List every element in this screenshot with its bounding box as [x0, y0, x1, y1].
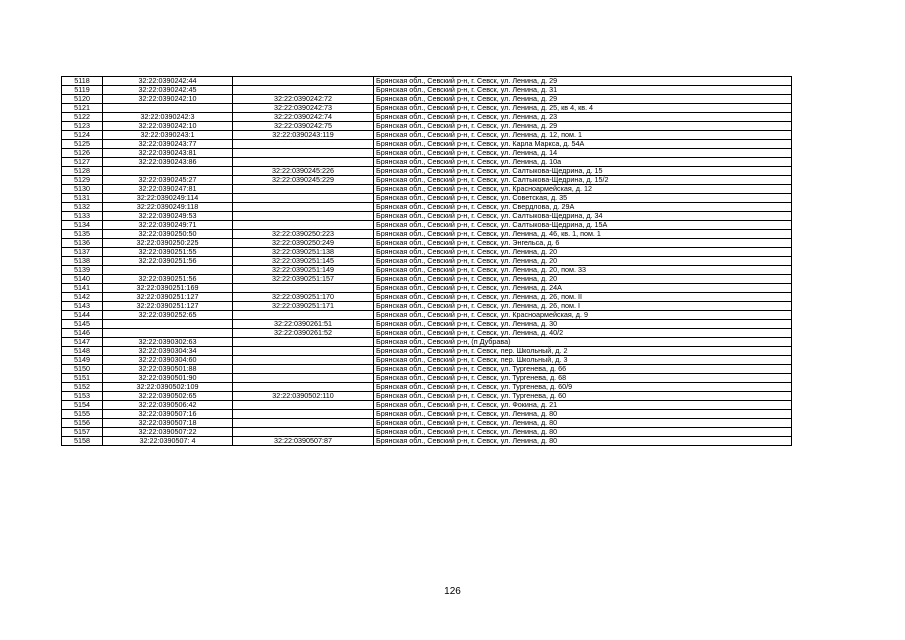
table-body	[62, 77, 792, 446]
cadastral-number-cell: 32:22:0390249:114	[103, 194, 233, 203]
row-number-cell: 5152	[62, 383, 103, 392]
row-number-cell: 5122	[62, 113, 103, 122]
second-cadastral-number-cell: 32:22:0390250:223	[233, 230, 374, 239]
row-number-cell: 5146	[62, 329, 103, 338]
table-row	[62, 383, 792, 392]
table-row	[62, 293, 792, 302]
table-row	[62, 104, 792, 113]
table-row	[62, 392, 792, 401]
address-cell: Брянская обл., Севский р-н, г. Севск, ул. Ленина, д. 80	[374, 419, 792, 428]
second-cadastral-number-cell	[233, 374, 374, 383]
address-cell: Брянская обл., Севский р-н, г. Севск, ул. Ленина, д. 29	[374, 95, 792, 104]
cadastral-table	[61, 76, 792, 446]
cadastral-number-cell: 32:22:0390251:169	[103, 284, 233, 293]
address-cell: Брянская обл., Севский р-н, г. Севск, ул. Ленина, д. 14	[374, 149, 792, 158]
cadastral-number-cell	[103, 167, 233, 176]
address-cell: Брянская обл., Севский р-н, г. Севск, ул. Ленина, д. 23	[374, 113, 792, 122]
cadastral-number-cell: 32:22:0390250:225	[103, 239, 233, 248]
table-row	[62, 356, 792, 365]
cadastral-number-cell: 32:22:0390304:60	[103, 356, 233, 365]
second-cadastral-number-cell	[233, 401, 374, 410]
row-number-cell: 5141	[62, 284, 103, 293]
address-cell: Брянская обл., Севский р-н, г. Севск, ул. Салтыкова-Щедрина, д. 15	[374, 167, 792, 176]
address-cell: Брянская обл., Севский р-н, г. Севск, ул. Карла Маркса, д. 54А	[374, 140, 792, 149]
address-cell: Брянская обл., Севский р-н, г. Севск, ул. Советская, д. 35	[374, 194, 792, 203]
table-row	[62, 437, 792, 446]
table-row	[62, 158, 792, 167]
cadastral-number-cell: 32:22:0390243:81	[103, 149, 233, 158]
row-number-cell: 5151	[62, 374, 103, 383]
address-cell: Брянская обл., Севский р-н, г. Севск, ул. Красноармейская, д. 9	[374, 311, 792, 320]
cadastral-number-cell: 32:22:0390247:81	[103, 185, 233, 194]
second-cadastral-number-cell: 32:22:0390251:145	[233, 257, 374, 266]
table-row	[62, 248, 792, 257]
address-cell: Брянская обл., Севский р-н, г. Севск, ул. Тургенева, д. 68	[374, 374, 792, 383]
cadastral-number-cell: 32:22:0390501:90	[103, 374, 233, 383]
table-row	[62, 329, 792, 338]
second-cadastral-number-cell	[233, 311, 374, 320]
row-number-cell: 5132	[62, 203, 103, 212]
table-row	[62, 86, 792, 95]
second-cadastral-number-cell	[233, 383, 374, 392]
address-cell: Брянская обл., Севский р-н, г. Севск, ул. Ленина, д. 20	[374, 248, 792, 257]
second-cadastral-number-cell: 32:22:0390242:73	[233, 104, 374, 113]
table-row	[62, 194, 792, 203]
address-cell: Брянская обл., Севский р-н, г. Севск, ул. Тургенева, д. 60	[374, 392, 792, 401]
row-number-cell: 5145	[62, 320, 103, 329]
second-cadastral-number-cell	[233, 365, 374, 374]
address-cell: Брянская обл., Севский р-н, г. Севск, ул. Салтыкова-Щедрина, д. 34	[374, 212, 792, 221]
table-row	[62, 149, 792, 158]
row-number-cell: 5131	[62, 194, 103, 203]
cadastral-number-cell: 32:22:0390251:127	[103, 293, 233, 302]
cadastral-number-cell	[103, 266, 233, 275]
address-cell: Брянская обл., Севский р-н, г. Севск, ул. Ленина, д. 26, пом. I	[374, 302, 792, 311]
row-number-cell: 5130	[62, 185, 103, 194]
second-cadastral-number-cell: 32:22:0390251:170	[233, 293, 374, 302]
row-number-cell: 5156	[62, 419, 103, 428]
address-cell: Брянская обл., Севский р-н, (п Дубрава)	[374, 338, 792, 347]
table-row	[62, 284, 792, 293]
cadastral-number-cell: 32:22:0390251:56	[103, 275, 233, 284]
row-number-cell: 5143	[62, 302, 103, 311]
second-cadastral-number-cell	[233, 356, 374, 365]
address-cell: Брянская обл., Севский р-н, г. Севск, ул. Ленина, д. 40/2	[374, 329, 792, 338]
cadastral-number-cell	[103, 329, 233, 338]
second-cadastral-number-cell: 32:22:0390242:72	[233, 95, 374, 104]
row-number-cell: 5134	[62, 221, 103, 230]
cadastral-number-cell: 32:22:0390242:44	[103, 77, 233, 86]
table-row	[62, 221, 792, 230]
row-number-cell: 5137	[62, 248, 103, 257]
table-row	[62, 77, 792, 86]
second-cadastral-number-cell: 32:22:0390507:87	[233, 437, 374, 446]
address-cell: Брянская обл., Севский р-н, г. Севск, ул. Ленина, д. 24А	[374, 284, 792, 293]
table-row	[62, 140, 792, 149]
address-cell: Брянская обл., Севский р-н, г. Севск, ул. Ленина, д. 10а	[374, 158, 792, 167]
address-cell: Брянская обл., Севский р-н, г. Севск, ул. Ленина, д. 20	[374, 275, 792, 284]
page-number: 126	[444, 586, 461, 597]
row-number-cell: 5139	[62, 266, 103, 275]
second-cadastral-number-cell: 32:22:0390261:52	[233, 329, 374, 338]
row-number-cell: 5125	[62, 140, 103, 149]
table-row	[62, 185, 792, 194]
table-row	[62, 212, 792, 221]
row-number-cell: 5118	[62, 77, 103, 86]
second-cadastral-number-cell	[233, 212, 374, 221]
table-row	[62, 230, 792, 239]
table-row	[62, 122, 792, 131]
table-row	[62, 374, 792, 383]
table-row	[62, 428, 792, 437]
row-number-cell: 5142	[62, 293, 103, 302]
second-cadastral-number-cell	[233, 149, 374, 158]
second-cadastral-number-cell: 32:22:0390251:138	[233, 248, 374, 257]
address-cell: Брянская обл., Севский р-н, г. Севск, ул. Ленина, д. 26, пом. II	[374, 293, 792, 302]
second-cadastral-number-cell	[233, 428, 374, 437]
row-number-cell: 5148	[62, 347, 103, 356]
row-number-cell: 5138	[62, 257, 103, 266]
second-cadastral-number-cell: 32:22:0390243:119	[233, 131, 374, 140]
row-number-cell: 5135	[62, 230, 103, 239]
table-row	[62, 257, 792, 266]
second-cadastral-number-cell: 32:22:0390251:149	[233, 266, 374, 275]
address-cell: Брянская обл., Севский р-н, г. Севск, ул. Энгельса, д. 6	[374, 239, 792, 248]
row-number-cell: 5158	[62, 437, 103, 446]
cadastral-number-cell: 32:22:0390507:18	[103, 419, 233, 428]
cadastral-number-cell: 32:22:0390242:3	[103, 113, 233, 122]
second-cadastral-number-cell: 32:22:0390242:74	[233, 113, 374, 122]
address-cell: Брянская обл., Севский р-н, г. Севск, ул. Ленина, д. 20, пом. 33	[374, 266, 792, 275]
address-cell: Брянская обл., Севский р-н, г. Севск, пер. Школьный, д. 3	[374, 356, 792, 365]
cadastral-number-cell: 32:22:0390251:55	[103, 248, 233, 257]
table-row	[62, 95, 792, 104]
row-number-cell: 5149	[62, 356, 103, 365]
table-row	[62, 176, 792, 185]
row-number-cell: 5124	[62, 131, 103, 140]
address-cell: Брянская обл., Севский р-н, г. Севск, ул. Ленина, д. 12, пом. 1	[374, 131, 792, 140]
cadastral-number-cell: 32:22:0390507:16	[103, 410, 233, 419]
cadastral-number-cell: 32:22:0390302:63	[103, 338, 233, 347]
row-number-cell: 5144	[62, 311, 103, 320]
second-cadastral-number-cell: 32:22:0390261:51	[233, 320, 374, 329]
cadastral-number-cell	[103, 104, 233, 113]
second-cadastral-number-cell	[233, 194, 374, 203]
table-row	[62, 167, 792, 176]
second-cadastral-number-cell: 32:22:0390245:229	[233, 176, 374, 185]
table-row	[62, 338, 792, 347]
row-number-cell: 5157	[62, 428, 103, 437]
cadastral-number-cell: 32:22:0390243:86	[103, 158, 233, 167]
cadastral-number-cell: 32:22:0390252:65	[103, 311, 233, 320]
address-cell: Брянская обл., Севский р-н, г. Севск, ул. Ленина, д. 20	[374, 257, 792, 266]
second-cadastral-number-cell	[233, 185, 374, 194]
cadastral-number-cell: 32:22:0390304:34	[103, 347, 233, 356]
second-cadastral-number-cell	[233, 158, 374, 167]
address-cell: Брянская обл., Севский р-н, г. Севск, ул. Тургенева, д. 60/9	[374, 383, 792, 392]
address-cell: Брянская обл., Севский р-н, г. Севск, ул. Ленина, д. 29	[374, 122, 792, 131]
row-number-cell: 5128	[62, 167, 103, 176]
address-cell: Брянская обл., Севский р-н, г. Севск, ул. Ленина, д. 80	[374, 428, 792, 437]
table-row	[62, 203, 792, 212]
address-cell: Брянская обл., Севский р-н, г. Севск, ул. Салтыкова-Щедрина, д. 15/2	[374, 176, 792, 185]
table-row	[62, 347, 792, 356]
row-number-cell: 5126	[62, 149, 103, 158]
address-cell: Брянская обл., Севский р-н, г. Севск, ул. Ленина, д. 46, кв. 1, пом. 1	[374, 230, 792, 239]
row-number-cell: 5153	[62, 392, 103, 401]
table-row	[62, 239, 792, 248]
row-number-cell: 5147	[62, 338, 103, 347]
address-cell: Брянская обл., Севский р-н, г. Севск, ул. Ленина, д. 80	[374, 410, 792, 419]
cadastral-number-cell: 32:22:0390507:22	[103, 428, 233, 437]
address-cell: Брянская обл., Севский р-н, г. Севск, ул. Ленина, д. 31	[374, 86, 792, 95]
cadastral-number-cell: 32:22:0390242:10	[103, 95, 233, 104]
cadastral-number-cell: 32:22:0390251:56	[103, 257, 233, 266]
address-cell: Брянская обл., Севский р-н, г. Севск, ул. Фокина, д. 21	[374, 401, 792, 410]
address-cell: Брянская обл., Севский р-н, г. Севск, ул. Ленина, д. 29	[374, 77, 792, 86]
row-number-cell: 5154	[62, 401, 103, 410]
table-row	[62, 401, 792, 410]
row-number-cell: 5129	[62, 176, 103, 185]
second-cadastral-number-cell	[233, 410, 374, 419]
cadastral-number-cell: 32:22:0390242:45	[103, 86, 233, 95]
second-cadastral-number-cell	[233, 221, 374, 230]
row-number-cell: 5140	[62, 275, 103, 284]
row-number-cell: 5127	[62, 158, 103, 167]
table-row	[62, 365, 792, 374]
table-row	[62, 320, 792, 329]
address-cell: Брянская обл., Севский р-н, г. Севск, ул. Ленина, д. 80	[374, 437, 792, 446]
cadastral-number-cell: 32:22:0390251:127	[103, 302, 233, 311]
row-number-cell: 5121	[62, 104, 103, 113]
cadastral-number-cell: 32:22:0390507: 4	[103, 437, 233, 446]
table-row	[62, 302, 792, 311]
table-row	[62, 266, 792, 275]
table-row	[62, 113, 792, 122]
second-cadastral-number-cell: 32:22:0390250:249	[233, 239, 374, 248]
second-cadastral-number-cell	[233, 338, 374, 347]
row-number-cell: 5155	[62, 410, 103, 419]
cadastral-number-cell: 32:22:0390250:50	[103, 230, 233, 239]
cadastral-number-cell: 32:22:0390242:10	[103, 122, 233, 131]
second-cadastral-number-cell	[233, 347, 374, 356]
second-cadastral-number-cell: 32:22:0390242:75	[233, 122, 374, 131]
address-cell: Брянская обл., Севский р-н, г. Севск, ул. Свердлова, д. 29А	[374, 203, 792, 212]
row-number-cell: 5120	[62, 95, 103, 104]
cadastral-number-cell: 32:22:0390245:27	[103, 176, 233, 185]
address-cell: Брянская обл., Севский р-н, г. Севск, ул. Ленина, д. 25, кв 4, кв. 4	[374, 104, 792, 113]
row-number-cell: 5123	[62, 122, 103, 131]
address-cell: Брянская обл., Севский р-н, г. Севск, пер. Школьный, д. 2	[374, 347, 792, 356]
address-cell: Брянская обл., Севский р-н, г. Севск, ул. Тургенева, д. 66	[374, 365, 792, 374]
cadastral-number-cell: 32:22:0390243:1	[103, 131, 233, 140]
table-row	[62, 410, 792, 419]
second-cadastral-number-cell	[233, 284, 374, 293]
row-number-cell: 5150	[62, 365, 103, 374]
table-row	[62, 311, 792, 320]
cadastral-number-cell: 32:22:0390502:65	[103, 392, 233, 401]
second-cadastral-number-cell	[233, 203, 374, 212]
row-number-cell: 5133	[62, 212, 103, 221]
table-row	[62, 131, 792, 140]
second-cadastral-number-cell: 32:22:0390251:171	[233, 302, 374, 311]
second-cadastral-number-cell	[233, 419, 374, 428]
table-row	[62, 419, 792, 428]
address-cell: Брянская обл., Севский р-н, г. Севск, ул. Салтыкова-Щедрина, д. 15А	[374, 221, 792, 230]
second-cadastral-number-cell: 32:22:0390251:157	[233, 275, 374, 284]
cadastral-number-cell: 32:22:0390501:88	[103, 365, 233, 374]
cadastral-number-cell: 32:22:0390249:118	[103, 203, 233, 212]
cadastral-number-cell: 32:22:0390249:71	[103, 221, 233, 230]
cadastral-number-cell: 32:22:0390243:77	[103, 140, 233, 149]
cadastral-number-cell: 32:22:0390249:53	[103, 212, 233, 221]
second-cadastral-number-cell: 32:22:0390502:110	[233, 392, 374, 401]
row-number-cell: 5136	[62, 239, 103, 248]
second-cadastral-number-cell: 32:22:0390245:226	[233, 167, 374, 176]
second-cadastral-number-cell	[233, 140, 374, 149]
table-row	[62, 275, 792, 284]
cadastral-number-cell: 32:22:0390502:109	[103, 383, 233, 392]
second-cadastral-number-cell	[233, 77, 374, 86]
cadastral-number-cell: 32:22:0390506:42	[103, 401, 233, 410]
cadastral-number-cell	[103, 320, 233, 329]
address-cell: Брянская обл., Севский р-н, г. Севск, ул. Ленина, д. 30	[374, 320, 792, 329]
row-number-cell: 5119	[62, 86, 103, 95]
second-cadastral-number-cell	[233, 86, 374, 95]
address-cell: Брянская обл., Севский р-н, г. Севск, ул. Красноармейская, д. 12	[374, 185, 792, 194]
